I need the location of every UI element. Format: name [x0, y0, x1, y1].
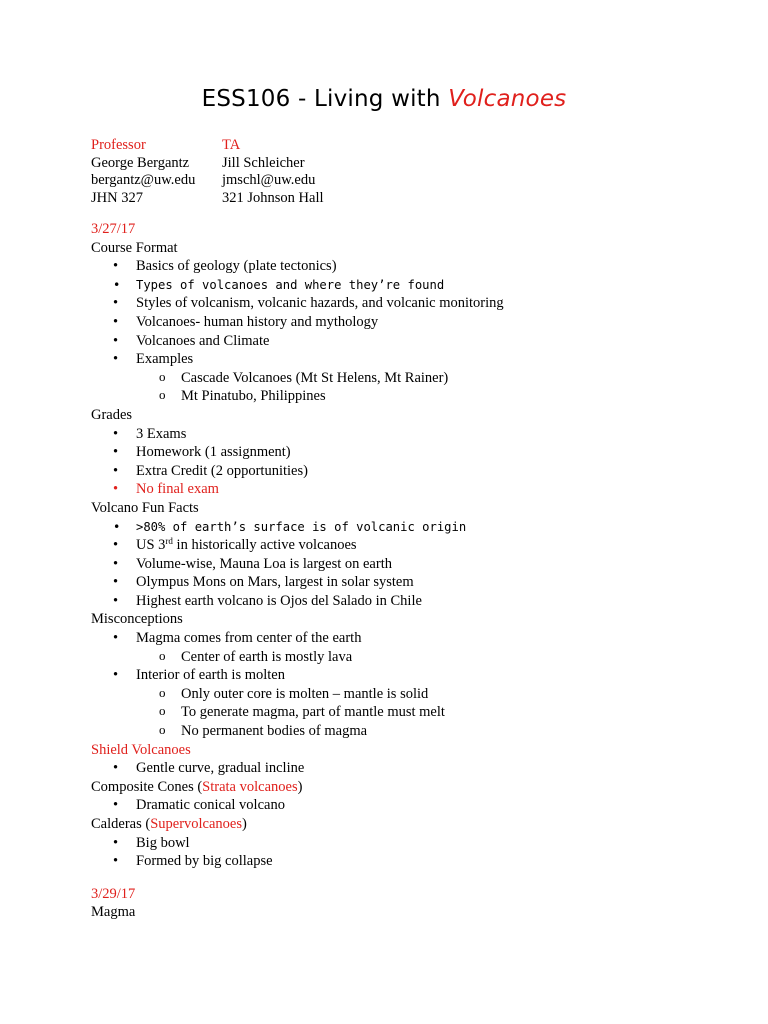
- grades-list: [91, 425, 731, 499]
- professor-name: George Bergantz: [91, 154, 190, 171]
- ta-email: jmschl@uw.edu: [222, 172, 316, 189]
- section1-date: 3/27/17: [91, 221, 136, 237]
- grades-heading: Grades: [91, 406, 133, 423]
- list-item: • Dramatic conical volcano: [91, 796, 731, 815]
- heading-text: Composite Cones (: [91, 778, 203, 795]
- section2-date: 3/29/17: [91, 885, 136, 902]
- sub-list-item: o Only outer core is molten – mantle is solid: [91, 685, 731, 704]
- list-item: • Volume-wise, Mauna Loa is largest on earth: [91, 555, 731, 574]
- ta-name: Jill Schleicher: [222, 154, 305, 171]
- list-item: • Basics of geology (plate tectonics): [91, 257, 731, 276]
- list-item: • Extra Credit (2 opportunities): [91, 462, 731, 481]
- professor-heading: Professor: [91, 137, 146, 153]
- list-item: • 3 Exams: [91, 425, 731, 444]
- sub-list-item: o Mt Pinatubo, Philippines: [91, 387, 731, 406]
- fact-superscript: rd: [165, 536, 173, 547]
- list-item: • Olympus Mons on Mars, largest in solar system: [91, 573, 731, 592]
- fun-facts-heading: Volcano Fun Facts: [91, 499, 199, 516]
- misconceptions-heading: Misconceptions: [91, 611, 183, 628]
- list-item: • Volcanoes and Climate: [91, 332, 731, 351]
- fun-facts-list: [91, 518, 731, 611]
- heading-text: Calderas (: [91, 816, 151, 832]
- list-item: • No final exam: [91, 480, 731, 499]
- course-format-heading: Course Format: [91, 239, 178, 256]
- magma-heading: Magma: [91, 904, 136, 921]
- lecture-notes: [91, 220, 731, 922]
- list-item: • Homework (1 assignment): [91, 443, 731, 462]
- list-item: • Gentle curve, gradual incline: [91, 759, 731, 778]
- list-item: • Volcanoes- human history and mythology: [91, 313, 731, 332]
- sub-list-item: o Center of earth is mostly lava: [91, 648, 731, 667]
- professor-office: JHN 327: [91, 189, 143, 206]
- ta-contact: [222, 137, 324, 207]
- list-item: • Examples: [91, 350, 731, 369]
- professor-email: bergantz@uw.edu: [91, 172, 196, 189]
- heading-text: ): [242, 816, 247, 832]
- heading-highlight: Supervolcanoes: [150, 816, 242, 832]
- course-format-list: [91, 257, 731, 406]
- calderas-heading: [91, 815, 731, 834]
- sub-list-item: o Cascade Volcanoes (Mt St Helens, Mt Rainer): [91, 369, 731, 388]
- page-title: [0, 86, 768, 112]
- misconceptions-list: [91, 629, 731, 741]
- list-item: • Highest earth volcano is Ojos del Salado in Chile: [91, 592, 731, 611]
- shield-list: [91, 759, 731, 778]
- fact-text: US 3: [136, 537, 166, 554]
- list-item: • Interior of earth is molten: [91, 666, 731, 685]
- list-item: • Styles of volcanism, volcanic hazards, and volcanic monitoring: [91, 294, 731, 313]
- ta-office: 321 Johnson Hall: [222, 189, 324, 206]
- section-spacer: [91, 871, 731, 885]
- title-prefix: ESS106 - Living with: [201, 86, 449, 112]
- list-item: • >80% of earth’s surface is of volcanic origin: [91, 518, 731, 537]
- list-item: [91, 536, 731, 555]
- heading-text: ): [297, 778, 303, 795]
- list-item: • Formed by big collapse: [91, 852, 731, 871]
- sub-list-item: o No permanent bodies of magma: [91, 722, 731, 741]
- ta-heading: TA: [222, 137, 241, 153]
- list-item: • Types of volcanoes and where they’re found: [91, 276, 731, 295]
- shield-volcanoes-heading: Shield Volcanoes: [91, 741, 191, 758]
- professor-contact: [91, 137, 195, 207]
- fact-text: in historically active volcanoes: [172, 537, 357, 554]
- heading-highlight: Strata volcanoes: [202, 778, 298, 795]
- sub-list-item: o To generate magma, part of mantle must melt: [91, 703, 731, 722]
- list-item: • Magma comes from center of the earth: [91, 629, 731, 648]
- title-accent: Volcanoes: [448, 86, 567, 112]
- calderas-list: [91, 834, 731, 871]
- composite-cones-heading: [91, 778, 731, 797]
- composite-list: [91, 796, 731, 815]
- list-item: • Big bowl: [91, 834, 731, 853]
